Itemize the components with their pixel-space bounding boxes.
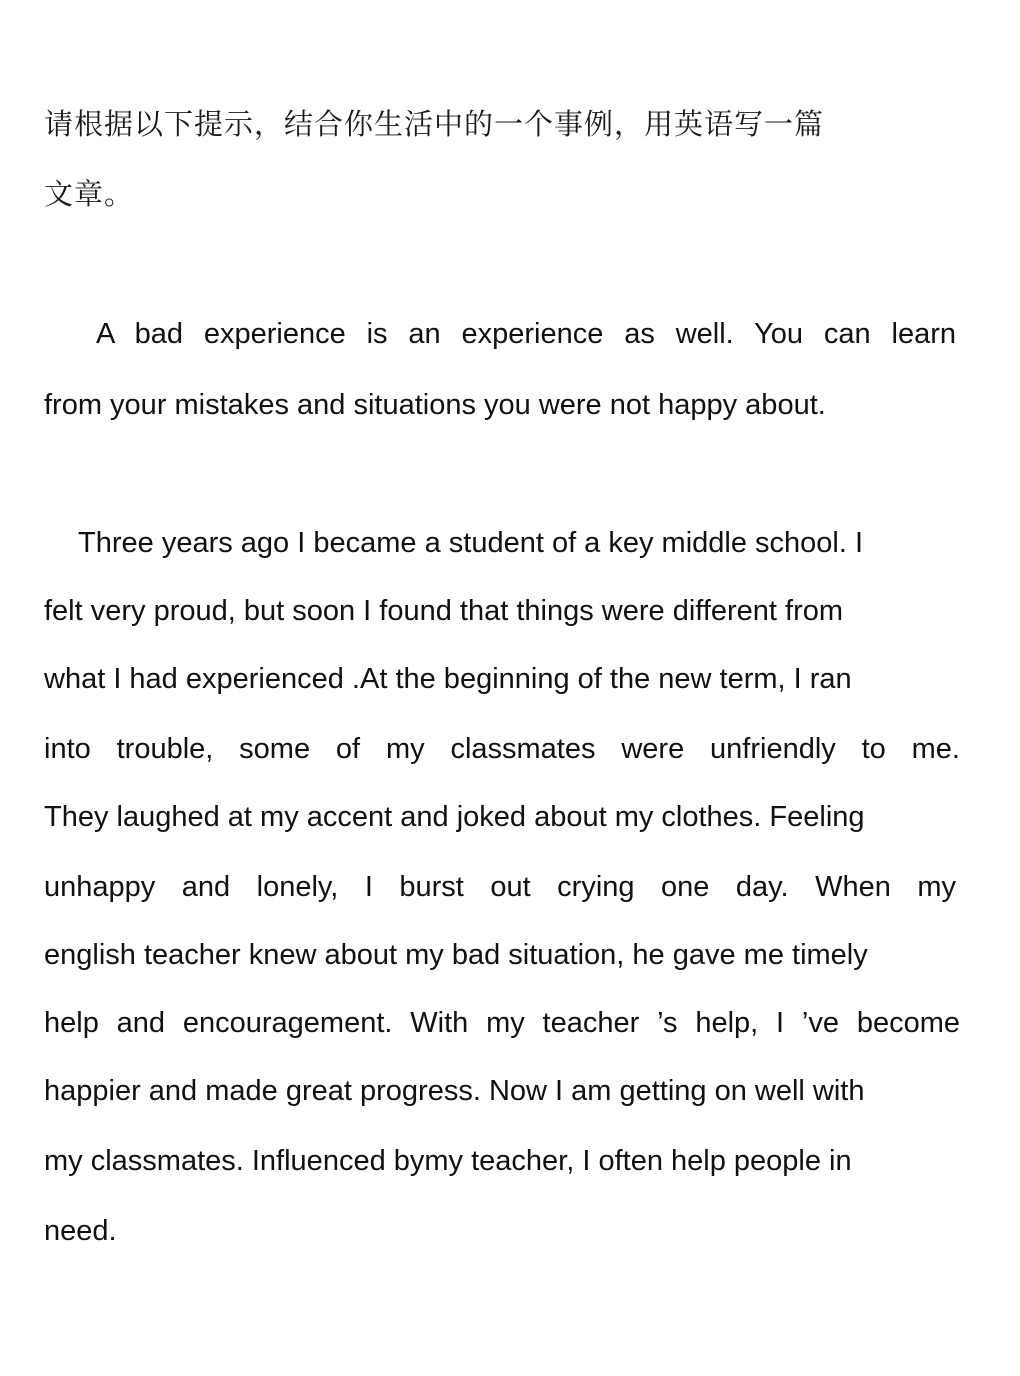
- story-line-3: what I had experienced .At the beginning of the new term, I ran: [44, 663, 852, 695]
- story-line-10: my classmates. Influenced bymy teacher, I often help people in: [44, 1145, 852, 1177]
- intro-line-2: from your mistakes and situations you were not happy about.: [44, 389, 826, 421]
- story-line-11: need.: [44, 1215, 117, 1247]
- story-line-6: unhappy and lonely, I burst out crying one day. When my: [44, 871, 956, 903]
- story-line-5: They laughed at my accent and joked about my clothes. Feeling: [44, 801, 865, 833]
- prompt-line-2: 文章。: [44, 177, 135, 211]
- story-line-9: happier and made great progress. Now I am getting on well with: [44, 1075, 865, 1107]
- story-line-2: felt very proud, but soon I found that things were different from: [44, 595, 844, 627]
- story-line-8: help and encouragement. With my teacher ’s help, I ’ve become: [44, 1007, 960, 1039]
- story-line-7: english teacher knew about my bad situation, he gave me timely: [44, 939, 868, 971]
- story-line-4: into trouble, some of my classmates were unfriendly to me.: [44, 733, 960, 765]
- prompt-line-1: 请根据以下提示，结合你生活中的一个事例，用英语写一篇: [44, 107, 825, 141]
- intro-line-1: A bad experience is an experience as well. You can learn: [96, 318, 956, 350]
- story-line-1: Three years ago I became a student of a key middle school. I: [78, 527, 864, 559]
